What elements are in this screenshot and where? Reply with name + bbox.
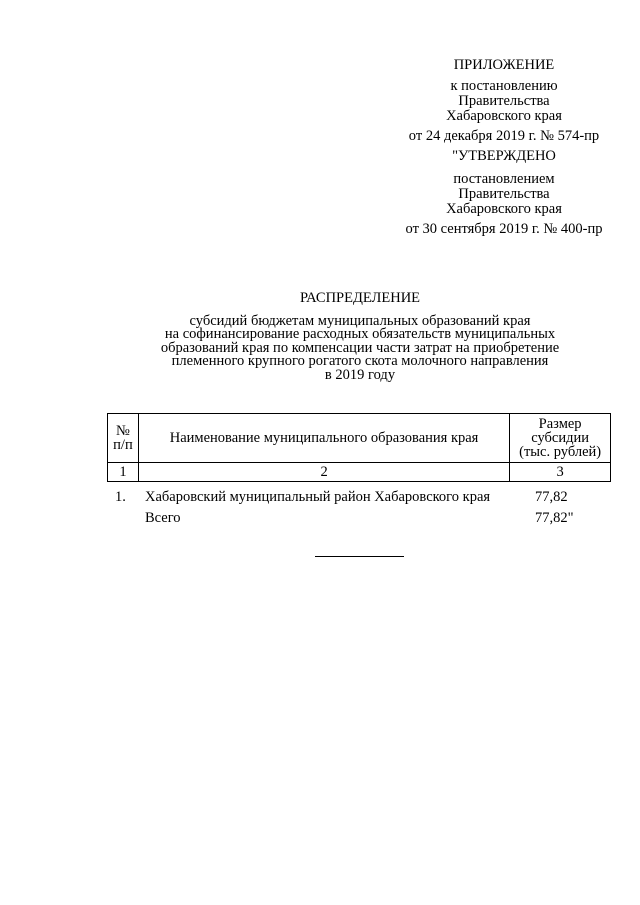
header-amount-line: Размер: [538, 416, 582, 432]
row-number: 1.: [115, 489, 126, 505]
appendix-line: Правительства: [458, 93, 550, 109]
appendix-line: к постановлению: [450, 78, 558, 94]
header-amount: [510, 414, 611, 463]
row-amount: 77,82: [535, 489, 568, 505]
document-subtitle-line: образований края по компенсации части затрат на приобретение: [160, 339, 560, 356]
appendix-decree-date: от 24 декабря 2019 г. № 574-пр: [408, 128, 600, 144]
document-subtitle-line: племенного крупного рогатого скота молочного направления: [171, 353, 549, 369]
approved-line: постановлением: [453, 171, 555, 187]
approved-line: Хабаровского края: [446, 201, 562, 217]
appendix-heading: ПРИЛОЖЕНИЕ: [453, 57, 555, 73]
header-amount-line: (тыс. рублей): [519, 444, 602, 460]
total-amount: 77,82": [535, 510, 574, 526]
header-number-label: п/п: [113, 437, 133, 453]
column-number-row: [108, 463, 611, 482]
distribution-table-header: [107, 413, 611, 482]
document-subtitle-line: в 2019 году: [324, 366, 396, 383]
document-subtitle-line: субсидий бюджетам муниципальных образований края: [189, 312, 531, 329]
approval-block: [395, 58, 613, 237]
document-title: РАСПРЕДЕЛЕНИЕ: [299, 290, 421, 306]
column-number: 2: [138, 463, 509, 482]
header-name: Наименование муниципального образования края: [138, 414, 509, 463]
header-amount-line: субсидии: [531, 430, 589, 446]
appendix-line: Хабаровского края: [446, 108, 562, 124]
column-number: 1: [108, 463, 139, 482]
table-row: [107, 488, 611, 509]
approved-decree-date: от 30 сентября 2019 г. № 400-пр: [405, 221, 603, 237]
table-header-row: [108, 414, 611, 463]
row-municipality: Хабаровский муниципальный район Хабаровского края: [145, 489, 491, 505]
approved-heading: "УТВЕРЖДЕНО: [452, 148, 556, 164]
document-title-block: [110, 292, 610, 382]
total-label: Всего: [145, 510, 181, 526]
distribution-table-body: [107, 488, 611, 530]
header-number-sign: №: [116, 423, 130, 439]
document-subtitle-line: на софинансирование расходных обязательств муниципальных: [164, 326, 556, 342]
column-number: 3: [510, 463, 611, 482]
total-row: [107, 509, 611, 530]
approved-line: Правительства: [458, 186, 550, 202]
end-divider: [315, 556, 404, 557]
header-number: [108, 414, 139, 463]
